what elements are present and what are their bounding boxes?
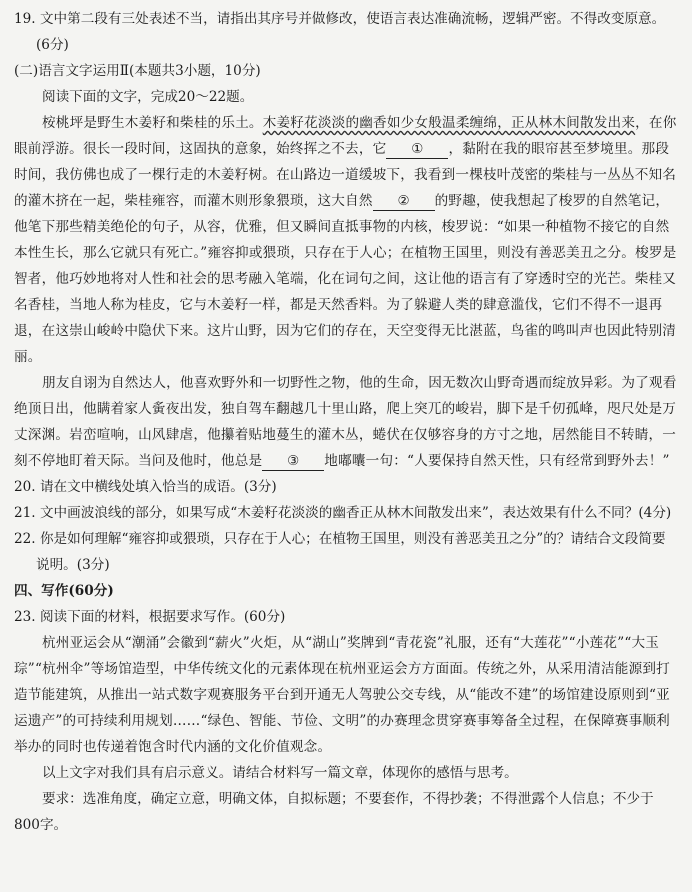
writing-material: 杭州亚运会从“潮涌”会徽到“薪火”火炬，从“湖山”奖牌到“青花瓷”礼服，还有“大莲花”“小莲花”“大玉琮”“杭州伞”等场馆造型，中华传统文化的元素体现在杭州亚运会方方面面。传统之外，从采用清洁能源到打造节能建筑，从推出一站式数字观赛服务平台到开通无人驾驶公交专线，从“能改不建”的场馆建设原则到“亚运遗产”的可持续利用规划……“绿色、智能、节俭、文明”的办赛理念贯穿赛事筹备全过程，在保障赛事顺利举办的同时也传递着饱含时代内涵的文化价值观念。 <box>14 635 670 755</box>
passage-text: 地嘟囔一句：“人要保持自然天性，只有经常到野外去！” <box>324 453 670 469</box>
section-heading-language-use: (二)语言文字运用Ⅱ(本题共3小题，10分) <box>14 63 261 79</box>
fill-blank-2: ② <box>373 192 435 211</box>
question-23: 23. 阅读下面的材料，根据要求写作。(60分) <box>14 609 286 625</box>
passage-text: 桉桃坪是野生木姜籽和柴桂的乐土。 <box>42 115 263 131</box>
fill-blank-1: ① <box>386 140 448 159</box>
passage-paragraph-2 <box>14 370 678 474</box>
reading-instruction: 阅读下面的文字，完成20～22题。 <box>42 89 254 105</box>
passage-text: ，黏附在我的眼帘甚至梦境里。那段时间，我仿佛也成了一棵行走的木姜籽树。在山路边一道缓坡下，我看到一棵枝叶茂密的柴桂与一丛丛不知名的灌木挤在一起，柴桂雍容，而灌木则形象猥琐，这大自然 <box>14 141 677 209</box>
writing-requirements: 要求：选准角度，确定立意，明确文体，自拟标题；不要套作，不得抄袭；不得泄露个人信息；不少于800字。 <box>14 791 654 833</box>
section-heading-writing: 四、写作(60分) <box>14 583 114 599</box>
wavy-underlined-sentence: 木姜籽花淡淡的幽香如少女般温柔缠绵，正从林木间散发出来 <box>262 115 636 131</box>
passage-text: 的野趣，使我想起了梭罗的自然笔记，他笔下那些精美绝伦的句子，从容，优雅，但又瞬间直抵事物的内核，梭罗说：“如果一种植物不接它的自然本性生长，那么它就只有死亡。”雍容抑或猥琐，只存在于人心；在植物王国里，则没有善恶美丑之分。梭罗是智者，他巧妙地将对人性和社会的思考融入笔端，化在词句之间，这让他的语言有了穿透时空的光芒。柴桂又名香桂，当地人称为桂皮，它与木姜籽一样，都是天然香料。为了躲避人类的肆意滥伐，它们不得不一退再退，在这崇山峻岭中隐伏下来。这片山野，因为它们的存在，天空变得无比湛蓝，鸟雀的鸣叫声也因此特别清丽。 <box>14 193 677 365</box>
question-20: 20. 请在文中横线处填入恰当的成语。(3分) <box>14 479 277 495</box>
passage-text: 朋友自诩为自然达人，他喜欢野外和一切野性之物，他的生命，因无数次山野奇遇而绽放异彩。为了观看绝顶日出，他瞒着家人夤夜出发，独自驾车翻越几十里山路，爬上突兀的峻岩，脚下是千仞孤峰，咫尺处是万丈深渊。岩峦喧响，山风肆虐，他攥着贴地蔓生的灌木丛，蜷伏在仅够容身的方寸之地，居然能目不转睛，一刻不停地盯着天际。当问及他时，他总是 <box>14 375 677 469</box>
question-22: 22. 你是如何理解“雍容抑或猥琐，只存在于人心；在植物王国里，则没有善恶美丑之分”的？请结合文段简要说明。(3分) <box>14 531 666 573</box>
passage-text: ，在你眼前浮游。很长一段时间，这固执的意象，始终挥之不去，它 <box>14 115 677 157</box>
writing-task: 以上文字对我们具有启示意义。请结合材料写一篇文章，体现你的感悟与思考。 <box>42 765 518 781</box>
question-19: 19. 文中第二段有三处表述不当，请指出其序号并做修改，使语言表达准确流畅，逻辑严密。不得改变原意。(6分) <box>14 11 666 53</box>
question-21: 21. 文中画波浪线的部分，如果写成“木姜籽花淡淡的幽香正从林木间散发出来”，表达效果有什么不同？(4分) <box>14 505 672 521</box>
passage-paragraph-1 <box>14 110 678 370</box>
fill-blank-3: ③ <box>262 452 324 471</box>
